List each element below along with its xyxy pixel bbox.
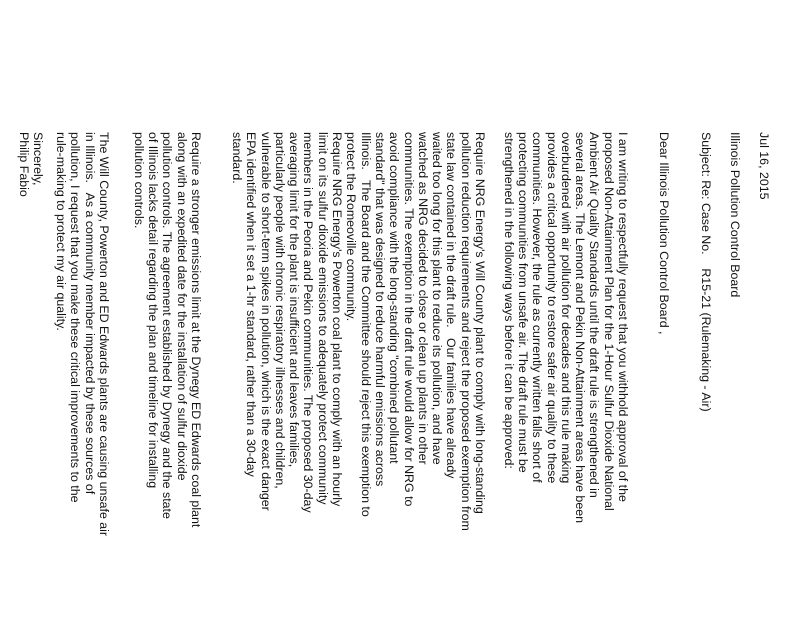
recipient	[728, 132, 742, 602]
letter-date	[757, 132, 771, 602]
paragraph-line: The Will County, Powerton and ED Edwards plants are causing unsafe air	[97, 132, 111, 537]
paragraph-line: Illinois. The Board and the Committee should reject this exemption to	[358, 132, 373, 517]
closing-text: Sincerely,	[31, 132, 45, 186]
paragraph-line: protecting communities from unsafe air. The draft rule must be	[515, 132, 530, 473]
paragraph-line: watched as NRG decided to close or clean up plants in other	[415, 132, 430, 465]
paragraph-line: pollution, I request that you make these critical improvements to the	[68, 132, 83, 503]
paragraph-line: state law contained in the draft rule. Our families have already	[444, 132, 459, 479]
paragraph-line: provides a critical opportunity to restore safer air quality to these	[544, 132, 559, 484]
paragraph-line: particularly people with chronic respiratory illnesses and children,	[272, 132, 287, 489]
salutation	[657, 132, 671, 602]
paragraph-line: several areas. The Lemont and Pekin Non-Attainment areas have been	[573, 132, 588, 524]
paragraph-ed-edwards	[132, 132, 203, 602]
paragraph-line: strengthened in the following ways before it can be approved:	[501, 132, 516, 469]
paragraph-line: EPA identified when it set a 1-hr standard, rather than a 30-day	[244, 132, 259, 477]
signer-name	[17, 132, 31, 602]
closing	[31, 132, 45, 602]
paragraph-powerton	[230, 132, 344, 602]
paragraph-line: pollution reduction requirements and reject the proposed exemption from	[458, 132, 473, 531]
salutation-text: Dear Illinois Pollution Control Board ,	[657, 132, 671, 335]
paragraph-conclusion	[54, 132, 111, 602]
subject-text: Subject: Re: Case No. R15-21 (Rulemaking - Air)	[699, 132, 713, 412]
paragraph-line: proposed Non-Attainment Plan for the 1-Hour Sulfur Dioxide National	[601, 132, 616, 511]
paragraph-line: along with an expedited date for the installation of sulfur dioxide	[174, 132, 189, 481]
paragraph-line: communities. However, the rule as currently written falls short of	[530, 132, 545, 483]
paragraph-line: standard" that was designed to reduce harmful emissions across	[372, 132, 387, 487]
paragraph-line: Require NRG Energy's Powerton coal plant to comply with an hourly	[330, 132, 344, 507]
paragraph-line: in Illinois. As a community member impacted by these sources of	[82, 132, 97, 495]
paragraph-line: pollution controls. The agreement established by Dynegy and the state	[160, 132, 175, 519]
paragraph-line: avoid compliance with the long-standing "combined pollutant	[387, 132, 402, 464]
paragraph-intro	[501, 132, 630, 602]
paragraph-line: Require a stronger emissions limit at the Dynegy ED Edwards coal plant	[189, 132, 203, 528]
paragraph-line: overburdened with air pollution for decades and this rule making	[558, 132, 573, 484]
paragraph-line: pollution controls.	[131, 132, 146, 229]
paragraph-line: averaging limit for the plant is insufficient and leaves families,	[287, 132, 302, 468]
paragraph-line: members in the Peoria and Pekin communities. The proposed 30-day	[301, 132, 316, 513]
paragraph-line: vulnerable to short-term spikes in pollution, which is the exact danger	[258, 132, 273, 511]
paragraph-will-county	[344, 132, 487, 602]
paragraph-line: of Illinois lacks detail regarding the plan and timeline for installing	[146, 132, 161, 489]
signer-text: Philip Fabio	[17, 132, 31, 197]
paragraph-line: Ambient Air Quality Standards until the draft rule is strengthened in	[587, 132, 602, 498]
paragraph-line: limit on its sulfur dioxide emissions to adequately protect community	[315, 132, 330, 505]
paragraph-line: communities. The exemption in the draft rule would allow for NRG to	[401, 132, 416, 507]
letter-date-text: Jul 16, 2015	[757, 132, 771, 200]
paragraph-line: waited too long for this plant to reduce its pollution, and have	[430, 132, 445, 465]
paragraph-line: standard.	[229, 132, 244, 184]
paragraph-line: I am writing to respectfully request that you withhold approval of the	[616, 132, 630, 502]
paragraph-line: Require NRG Energy's Will County plant to comply with long-standing	[473, 132, 487, 514]
recipient-text: Illinois Pollution Control Board	[728, 132, 742, 298]
subject-line	[699, 132, 713, 602]
paragraph-line: protect the Romeoville community.	[344, 132, 359, 322]
paragraph-line: rule-making to protect my air quality.	[54, 132, 69, 331]
